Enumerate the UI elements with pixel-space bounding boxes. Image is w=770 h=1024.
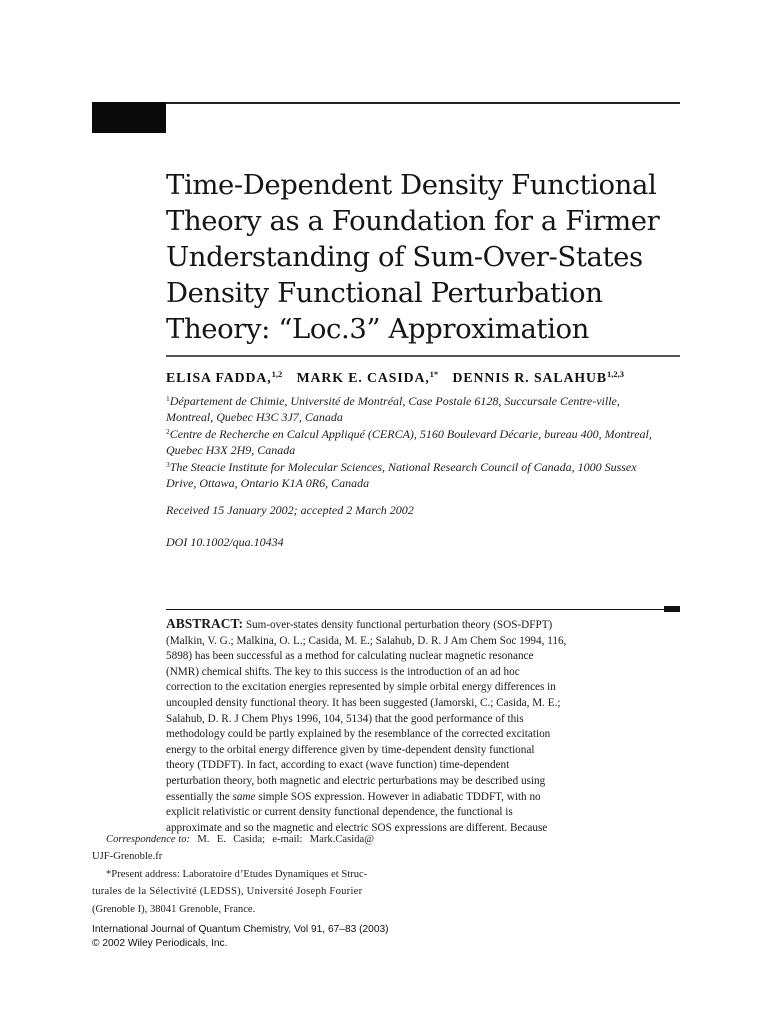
- article-title: [166, 167, 676, 347]
- affiliation-number: 3: [166, 460, 170, 469]
- author-name: MARK E. CASIDA,: [296, 370, 430, 385]
- author-affiliation-marks: 1*: [429, 369, 439, 379]
- abstract-rule: [166, 609, 664, 610]
- correspondence-label: Correspondence to:: [106, 834, 191, 845]
- correspondence-word: e-mail:: [272, 834, 303, 845]
- journal-info: [92, 923, 389, 951]
- present-address-line: turales de la Sélectivité (LEDSS), Université Joseph Fourier: [92, 886, 363, 898]
- abstract-line: Salahub, D. R. J Chem Phys 1996, 104, 5134) that the good performance of this: [166, 712, 524, 725]
- abstract-line: perturbation theory, both magnetic and electric perturbations may be described using: [166, 774, 546, 787]
- journal-citation: International Journal of Quantum Chemistry, Vol 91, 67–83 (2003): [92, 924, 389, 935]
- abstract-line: explicit relativistic or current density functional dependence, the functional is: [166, 806, 513, 819]
- affiliation-line: Centre de Recherche en Calcul Appliqué (CERCA), 5160 Boulevard Décarie, bureau 400, Montreal,: [169, 427, 652, 441]
- abstract-line: Sum-over-states density functional perturbation theory (SOS-DFPT): [245, 619, 553, 631]
- abstract-rule-marker: [664, 606, 680, 612]
- affiliation-2: [166, 424, 682, 458]
- affiliation-line: Quebec H3X 2H9, Canada: [166, 443, 296, 457]
- title-line: Density Functional Perturbation: [166, 277, 603, 309]
- title-line: Theory: “Loc.3” Approximation: [166, 313, 589, 345]
- correspondence-word: Casida;: [233, 834, 266, 845]
- affiliation-line: The Steacie Institute for Molecular Sciences, National Research Council of Canada, 1000 Sussex: [169, 460, 637, 474]
- affiliation-number: 2: [166, 427, 170, 436]
- affiliation-3: [166, 457, 682, 491]
- affiliation-1: [166, 391, 682, 425]
- title-line: Understanding of Sum-Over-States: [166, 241, 643, 273]
- authors-rule: [166, 355, 680, 357]
- abstract-text: essentially the: [166, 790, 233, 803]
- abstract-line: (Malkin, V. G.; Malkina, O. L.; Casida, M. E.; Salahub, D. R. J Am Chem Soc 1994, 116,: [166, 634, 567, 647]
- author-affiliation-marks: 1,2: [271, 369, 283, 379]
- affiliation-line: Drive, Ottawa, Ontario K1A 0R6, Canada: [166, 476, 370, 490]
- affiliation-number: 1: [166, 394, 170, 403]
- title-line: Time-Dependent Density Functional: [166, 169, 657, 201]
- abstract-text: simple SOS expression. However in adiabatic TDDFT, with no: [255, 790, 541, 803]
- correspondence-email-cont: UJF-Grenoble.fr: [92, 851, 163, 863]
- author-name: DENNIS R. SALAHUB: [452, 370, 607, 385]
- present-address-line: *Present address: Laboratoire d’Etudes Dynamiques et Struc-: [106, 868, 368, 880]
- header-rule: [92, 102, 680, 104]
- abstract-line: energy to the orbital energy difference given by time-dependent density functional: [166, 743, 535, 756]
- abstract-line: uncoupled density functional theory. It has been suggested (Jamorski, C.; Casida, M. E.;: [166, 696, 561, 709]
- correspondence-email: Mark.Casida@: [309, 834, 374, 845]
- abstract-line: (NMR) chemical shifts. The key to this success is the introduction of an ad hoc: [166, 665, 520, 678]
- affiliation-line: Département de Chimie, Université de Montréal, Case Postale 6128, Succursale Centre-ville,: [169, 394, 620, 408]
- abstract: [166, 616, 686, 836]
- header-black-tab: [92, 102, 166, 133]
- abstract-line: methodology could be partly explained by the resemblance of the corrected excitation: [166, 728, 551, 741]
- author-affiliation-marks: 1,2,3: [606, 369, 624, 379]
- abstract-heading: ABSTRACT:: [166, 616, 244, 631]
- title-line: Theory as a Foundation for a Firmer: [166, 205, 660, 237]
- received-dates: Received 15 January 2002; accepted 2 March 2002: [166, 503, 414, 517]
- author-list: [166, 369, 686, 386]
- abstract-line: correction to the excitation energies represented by simple orbital energy differences in: [166, 681, 556, 694]
- copyright: © 2002 Wiley Periodicals, Inc.: [92, 937, 228, 949]
- correspondence-word: M.: [197, 834, 210, 845]
- abstract-line: 5898) has been successful as a method for calculating nuclear magnetic resonance: [166, 650, 534, 663]
- author-name: ELISA FADDA,: [166, 370, 272, 385]
- present-address-line: (Grenoble I), 38041 Grenoble, France.: [92, 903, 256, 915]
- abstract-emphasis: same: [232, 790, 256, 803]
- footnotes: [92, 831, 374, 918]
- doi: DOI 10.1002/qua.10434: [166, 535, 284, 549]
- affiliation-line: Montreal, Quebec H3C 3J7, Canada: [166, 410, 343, 424]
- abstract-line: approximate and so the magnetic and electric SOS expressions are different. Because: [166, 821, 548, 834]
- abstract-line: theory (TDDFT). In fact, according to exact (wave function) time-dependent: [166, 759, 510, 772]
- correspondence-word: E.: [216, 834, 226, 845]
